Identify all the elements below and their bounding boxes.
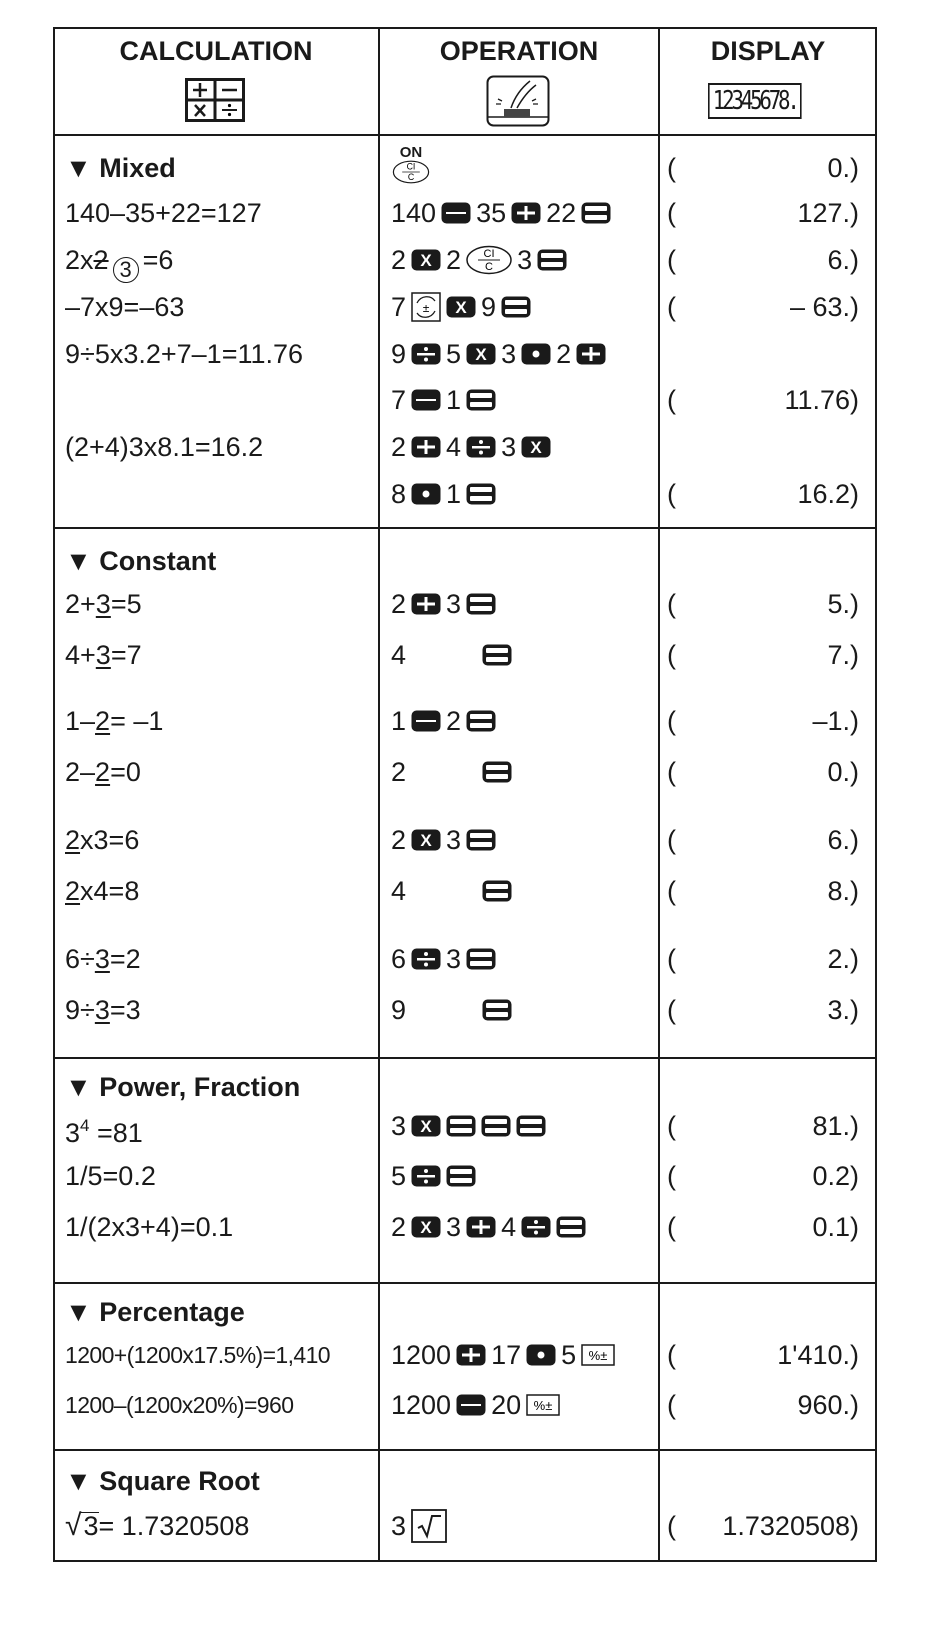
column-divider bbox=[378, 27, 380, 1562]
svg-text:X: X bbox=[420, 831, 432, 850]
display-open-paren: ( bbox=[667, 825, 676, 855]
header-calculation: CALCULATION bbox=[119, 36, 313, 66]
key-digit: 2 bbox=[391, 245, 407, 275]
key-digit: 2 bbox=[391, 589, 407, 619]
key-digit: 1200 bbox=[391, 1340, 452, 1370]
percent-key-icon bbox=[581, 1344, 615, 1366]
display-value: 0.1) bbox=[812, 1212, 859, 1242]
display-open-paren: ( bbox=[667, 876, 676, 906]
calculation-expression bbox=[65, 427, 263, 467]
key-digit: 4 bbox=[446, 432, 462, 462]
dot-key-icon bbox=[526, 1344, 556, 1366]
display-open-paren: ( bbox=[667, 589, 676, 619]
expression-part: = 1.7320508 bbox=[98, 1511, 250, 1541]
key-digit: 1 bbox=[391, 706, 407, 736]
clc-key-icon bbox=[466, 245, 512, 275]
plus-key-icon bbox=[466, 1216, 496, 1238]
equals-key-icon bbox=[537, 249, 567, 271]
expression-part: x3=6 bbox=[80, 825, 140, 855]
calculation-expression bbox=[65, 939, 141, 979]
svg-text:X: X bbox=[455, 298, 467, 317]
equals-key-icon bbox=[482, 999, 512, 1021]
key-sequence bbox=[391, 240, 567, 280]
key-digit: 2 bbox=[391, 1212, 407, 1242]
key-digit: 3 bbox=[391, 1511, 407, 1541]
expression-part: 2 bbox=[95, 757, 111, 787]
equals-key-icon bbox=[466, 593, 496, 615]
divide-key-icon bbox=[521, 1216, 551, 1238]
calculation-expression bbox=[65, 1335, 330, 1375]
display-value: 5.) bbox=[827, 589, 859, 619]
times-key-icon bbox=[521, 436, 551, 458]
display-open-paren: ( bbox=[667, 757, 676, 787]
key-sequence bbox=[391, 701, 496, 741]
display-open-paren: ( bbox=[667, 1511, 676, 1541]
display-value: –1.) bbox=[812, 706, 859, 736]
equals-key-icon bbox=[466, 829, 496, 851]
expression-part: 3 bbox=[95, 589, 111, 619]
key-digit: 3 bbox=[446, 589, 462, 619]
header-display: DISPLAY bbox=[710, 36, 826, 66]
svg-text:X: X bbox=[420, 1117, 432, 1136]
display-value: 0.) bbox=[827, 153, 859, 183]
svg-text:%±: %± bbox=[588, 1348, 608, 1363]
svg-text:X: X bbox=[530, 438, 542, 457]
calculation-expression bbox=[65, 635, 142, 675]
calculation-expression bbox=[65, 871, 139, 911]
key-digit: 5 bbox=[391, 1161, 407, 1191]
key-sequence bbox=[391, 427, 551, 467]
expression-part: =6 bbox=[142, 245, 174, 275]
key-digit: 20 bbox=[491, 1390, 522, 1420]
expression-part: 4+ bbox=[65, 640, 96, 670]
expression-part: =5 bbox=[110, 589, 142, 619]
key-sequence bbox=[391, 474, 496, 514]
key-sequence bbox=[391, 584, 496, 624]
lcd-display-icon: 12345678. bbox=[708, 83, 802, 119]
display-open-paren: ( bbox=[667, 1212, 676, 1242]
display-value: 6.) bbox=[827, 245, 859, 275]
svg-text:C: C bbox=[407, 172, 415, 182]
calculation-expression bbox=[65, 1506, 249, 1546]
expression-part: –7x9=–63 bbox=[65, 292, 185, 322]
expression-part: 3 bbox=[95, 640, 111, 670]
calculation-expression bbox=[65, 240, 173, 280]
on-clear-key-icon bbox=[391, 146, 431, 184]
expression-part: 140–35+22=127 bbox=[65, 198, 262, 228]
times-key-icon bbox=[411, 1216, 441, 1238]
display-value: 1.7320508) bbox=[722, 1511, 859, 1541]
key-sequence bbox=[391, 752, 512, 792]
key-digit: 5 bbox=[561, 1340, 577, 1370]
display-open-paren: ( bbox=[667, 1390, 676, 1420]
key-digit: 4 bbox=[391, 640, 407, 670]
calculation-expression bbox=[65, 990, 141, 1030]
key-digit: 3 bbox=[501, 432, 517, 462]
expression-part: =2 bbox=[109, 944, 141, 974]
expression-part: 9÷5x3.2+7–1=11.76 bbox=[65, 339, 304, 369]
display-value: 1'410.) bbox=[777, 1340, 859, 1370]
plus-key-icon bbox=[511, 202, 541, 224]
key-sequence bbox=[391, 1335, 615, 1375]
section-title: ▼ Mixed bbox=[65, 153, 176, 183]
key-digit: 140 bbox=[391, 198, 437, 228]
key-sequence bbox=[391, 939, 496, 979]
row-divider bbox=[53, 1449, 877, 1451]
times-key-icon bbox=[411, 1115, 441, 1137]
calculation-expression bbox=[65, 701, 163, 741]
on-label: ON bbox=[399, 144, 423, 161]
expression-part: =81 bbox=[89, 1118, 143, 1148]
expression-part: 2 bbox=[93, 245, 109, 275]
expression-part: 1/5=0.2 bbox=[65, 1161, 156, 1191]
row-divider bbox=[53, 527, 877, 529]
key-digit: 3 bbox=[446, 1212, 462, 1242]
key-digit: 3 bbox=[446, 825, 462, 855]
svg-text:CI: CI bbox=[406, 161, 416, 172]
key-digit: 4 bbox=[501, 1212, 517, 1242]
finger-press-icon bbox=[486, 75, 550, 127]
calculation-expression bbox=[65, 820, 139, 860]
calculation-expression bbox=[65, 193, 262, 233]
expression-part: 9÷ bbox=[65, 995, 95, 1025]
display-open-paren: ( bbox=[667, 1340, 676, 1370]
calculation-expression bbox=[65, 584, 142, 624]
display-open-paren: ( bbox=[667, 385, 676, 415]
display-value: 8.) bbox=[827, 876, 859, 906]
key-sequence bbox=[391, 334, 606, 374]
dot-key-icon bbox=[411, 483, 441, 505]
display-open-paren: ( bbox=[667, 1161, 676, 1191]
expression-part: x4=8 bbox=[80, 876, 140, 906]
key-digit: 9 bbox=[391, 339, 407, 369]
display-open-paren: ( bbox=[667, 198, 676, 228]
key-digit: 1200 bbox=[391, 1390, 452, 1420]
key-digit: 2 bbox=[391, 825, 407, 855]
svg-text:C: C bbox=[485, 261, 494, 273]
calculation-expression bbox=[65, 1385, 293, 1425]
key-digit: 8 bbox=[391, 479, 407, 509]
expression-part: 3 bbox=[65, 1118, 81, 1148]
key-digit: 22 bbox=[546, 198, 577, 228]
key-digit: 6 bbox=[391, 944, 407, 974]
svg-text:X: X bbox=[420, 251, 432, 270]
equals-key-icon bbox=[446, 1165, 476, 1187]
svg-text:X: X bbox=[475, 345, 487, 364]
calculation-expression bbox=[65, 1106, 143, 1153]
column-divider bbox=[658, 27, 660, 1562]
expression-part: 3 bbox=[94, 944, 110, 974]
plus-key-icon bbox=[456, 1344, 486, 1366]
display-open-paren: ( bbox=[667, 1111, 676, 1141]
display-value: – 63.) bbox=[789, 292, 859, 322]
display-value: 0.2) bbox=[812, 1161, 859, 1191]
expression-part: 2x bbox=[65, 245, 94, 275]
times-key-icon bbox=[411, 249, 441, 271]
plus-key-icon bbox=[411, 593, 441, 615]
percent-key-icon bbox=[526, 1394, 560, 1416]
divide-key-icon bbox=[411, 343, 441, 365]
display-open-paren: ( bbox=[667, 995, 676, 1025]
svg-text:CI: CI bbox=[483, 248, 495, 260]
display-open-paren: ( bbox=[667, 245, 676, 275]
svg-text:%±: %± bbox=[533, 1398, 553, 1413]
expression-part: 2– bbox=[65, 757, 96, 787]
display-open-paren: ( bbox=[667, 640, 676, 670]
key-digit: 9 bbox=[391, 995, 407, 1025]
expression-part: √ bbox=[65, 1509, 82, 1542]
display-value: 16.2) bbox=[797, 479, 859, 509]
svg-text:X: X bbox=[420, 1218, 432, 1237]
arithmetic-icon bbox=[185, 78, 245, 122]
display-value: 127.) bbox=[797, 198, 859, 228]
equals-key-icon bbox=[466, 948, 496, 970]
key-digit: 7 bbox=[391, 292, 407, 322]
expression-part: 2 bbox=[65, 825, 81, 855]
calculation-expression bbox=[65, 334, 303, 374]
display-value: 7.) bbox=[827, 640, 859, 670]
key-digit: 1 bbox=[446, 385, 462, 415]
key-sequence bbox=[391, 380, 496, 420]
equals-key-icon bbox=[466, 389, 496, 411]
display-open-paren: ( bbox=[667, 479, 676, 509]
expression-part: 3 bbox=[83, 1511, 99, 1541]
display-value: 0.) bbox=[827, 757, 859, 787]
key-digit: 2 bbox=[556, 339, 572, 369]
key-sequence bbox=[391, 193, 611, 233]
minus-key-icon bbox=[441, 202, 471, 224]
expression-part: 1/(2x3+4)=0.1 bbox=[65, 1212, 234, 1242]
equals-key-icon bbox=[581, 202, 611, 224]
calculation-expression bbox=[65, 1207, 233, 1247]
expression-part: =0 bbox=[110, 757, 141, 787]
key-digit: 3 bbox=[501, 339, 517, 369]
key-digit: 3 bbox=[446, 944, 462, 974]
equals-key-icon bbox=[556, 1216, 586, 1238]
key-digit: 3 bbox=[517, 245, 533, 275]
svg-text:±: ± bbox=[422, 301, 430, 315]
minus-key-icon bbox=[411, 389, 441, 411]
section-title: ▼ Constant bbox=[65, 546, 217, 576]
key-digit: 2 bbox=[446, 245, 462, 275]
divide-key-icon bbox=[466, 436, 496, 458]
expression-part: 1– bbox=[65, 706, 96, 736]
key-sequence bbox=[391, 635, 512, 675]
minus-key-icon bbox=[411, 710, 441, 732]
expression-part: 6÷ bbox=[65, 944, 95, 974]
expression-part: 3 bbox=[94, 995, 110, 1025]
expression-part: 3 bbox=[113, 257, 139, 283]
display-open-paren: ( bbox=[667, 944, 676, 974]
dot-key-icon bbox=[521, 343, 551, 365]
times-key-icon bbox=[466, 343, 496, 365]
key-sequence bbox=[391, 820, 496, 860]
sign-key-icon bbox=[411, 292, 441, 322]
key-digit: 1 bbox=[446, 479, 462, 509]
display-value: 960.) bbox=[797, 1390, 859, 1420]
key-digit: 7 bbox=[391, 385, 407, 415]
expression-part: = –1 bbox=[110, 706, 164, 736]
divide-key-icon bbox=[411, 948, 441, 970]
expression-part: 2 bbox=[65, 876, 81, 906]
display-value: 3.) bbox=[827, 995, 859, 1025]
expression-part: 1200–(1200x20%)=960 bbox=[65, 1392, 294, 1418]
equals-key-icon bbox=[516, 1115, 546, 1137]
key-digit: 17 bbox=[491, 1340, 522, 1370]
key-sequence bbox=[391, 1207, 586, 1247]
equals-key-icon bbox=[501, 296, 531, 318]
calculation-expression bbox=[65, 287, 184, 327]
key-digit: 2 bbox=[391, 432, 407, 462]
equals-key-icon bbox=[446, 1115, 476, 1137]
key-digit: 3 bbox=[391, 1111, 407, 1141]
clc-key-icon bbox=[392, 160, 430, 184]
expression-part: 2+ bbox=[65, 589, 96, 619]
key-digit: 2 bbox=[446, 706, 462, 736]
key-sequence bbox=[391, 871, 512, 911]
divide-key-icon bbox=[411, 1165, 441, 1187]
key-digit: 9 bbox=[481, 292, 497, 322]
display-value: 2.) bbox=[827, 944, 859, 974]
expression-part: =7 bbox=[110, 640, 142, 670]
section-title: ▼ Percentage bbox=[65, 1297, 245, 1327]
sqrt-key-icon bbox=[411, 1509, 447, 1543]
key-digit: 4 bbox=[391, 876, 407, 906]
key-sequence bbox=[391, 1385, 560, 1425]
row-divider bbox=[53, 134, 877, 136]
times-key-icon bbox=[411, 829, 441, 851]
expression-part: (2+4)3x8.1=16.2 bbox=[65, 432, 264, 462]
expression-part: =3 bbox=[109, 995, 141, 1025]
times-key-icon bbox=[446, 296, 476, 318]
calculation-expression bbox=[65, 1156, 156, 1196]
display-value: 6.) bbox=[827, 825, 859, 855]
display-open-paren: ( bbox=[667, 706, 676, 736]
expression-part: 4 bbox=[80, 1116, 90, 1135]
key-sequence bbox=[391, 990, 512, 1030]
row-divider bbox=[53, 1282, 877, 1284]
equals-key-icon bbox=[482, 761, 512, 783]
equals-key-icon bbox=[482, 644, 512, 666]
row-divider bbox=[53, 1057, 877, 1059]
minus-key-icon bbox=[456, 1394, 486, 1416]
section-title: ▼ Square Root bbox=[65, 1466, 260, 1496]
display-open-paren: ( bbox=[667, 153, 676, 183]
key-sequence bbox=[391, 1106, 546, 1146]
display-value: 81.) bbox=[812, 1111, 859, 1141]
calculation-expression bbox=[65, 752, 141, 792]
equals-key-icon bbox=[482, 880, 512, 902]
expression-part: 1200+(1200x17.5%)=1,410 bbox=[65, 1342, 330, 1368]
key-sequence bbox=[391, 1156, 476, 1196]
key-digit: 5 bbox=[446, 339, 462, 369]
equals-key-icon bbox=[466, 483, 496, 505]
key-digit: 2 bbox=[391, 757, 407, 787]
plus-key-icon bbox=[576, 343, 606, 365]
key-sequence bbox=[391, 1506, 447, 1546]
plus-key-icon bbox=[411, 436, 441, 458]
display-open-paren: ( bbox=[667, 292, 676, 322]
expression-part: 2 bbox=[95, 706, 111, 736]
key-sequence bbox=[391, 287, 531, 327]
section-title: ▼ Power, Fraction bbox=[65, 1072, 301, 1102]
key-digit: 35 bbox=[476, 198, 507, 228]
equals-key-icon bbox=[481, 1115, 511, 1137]
display-value: 11.76) bbox=[784, 385, 859, 415]
header-operation: OPERATION bbox=[439, 36, 599, 66]
equals-key-icon bbox=[466, 710, 496, 732]
